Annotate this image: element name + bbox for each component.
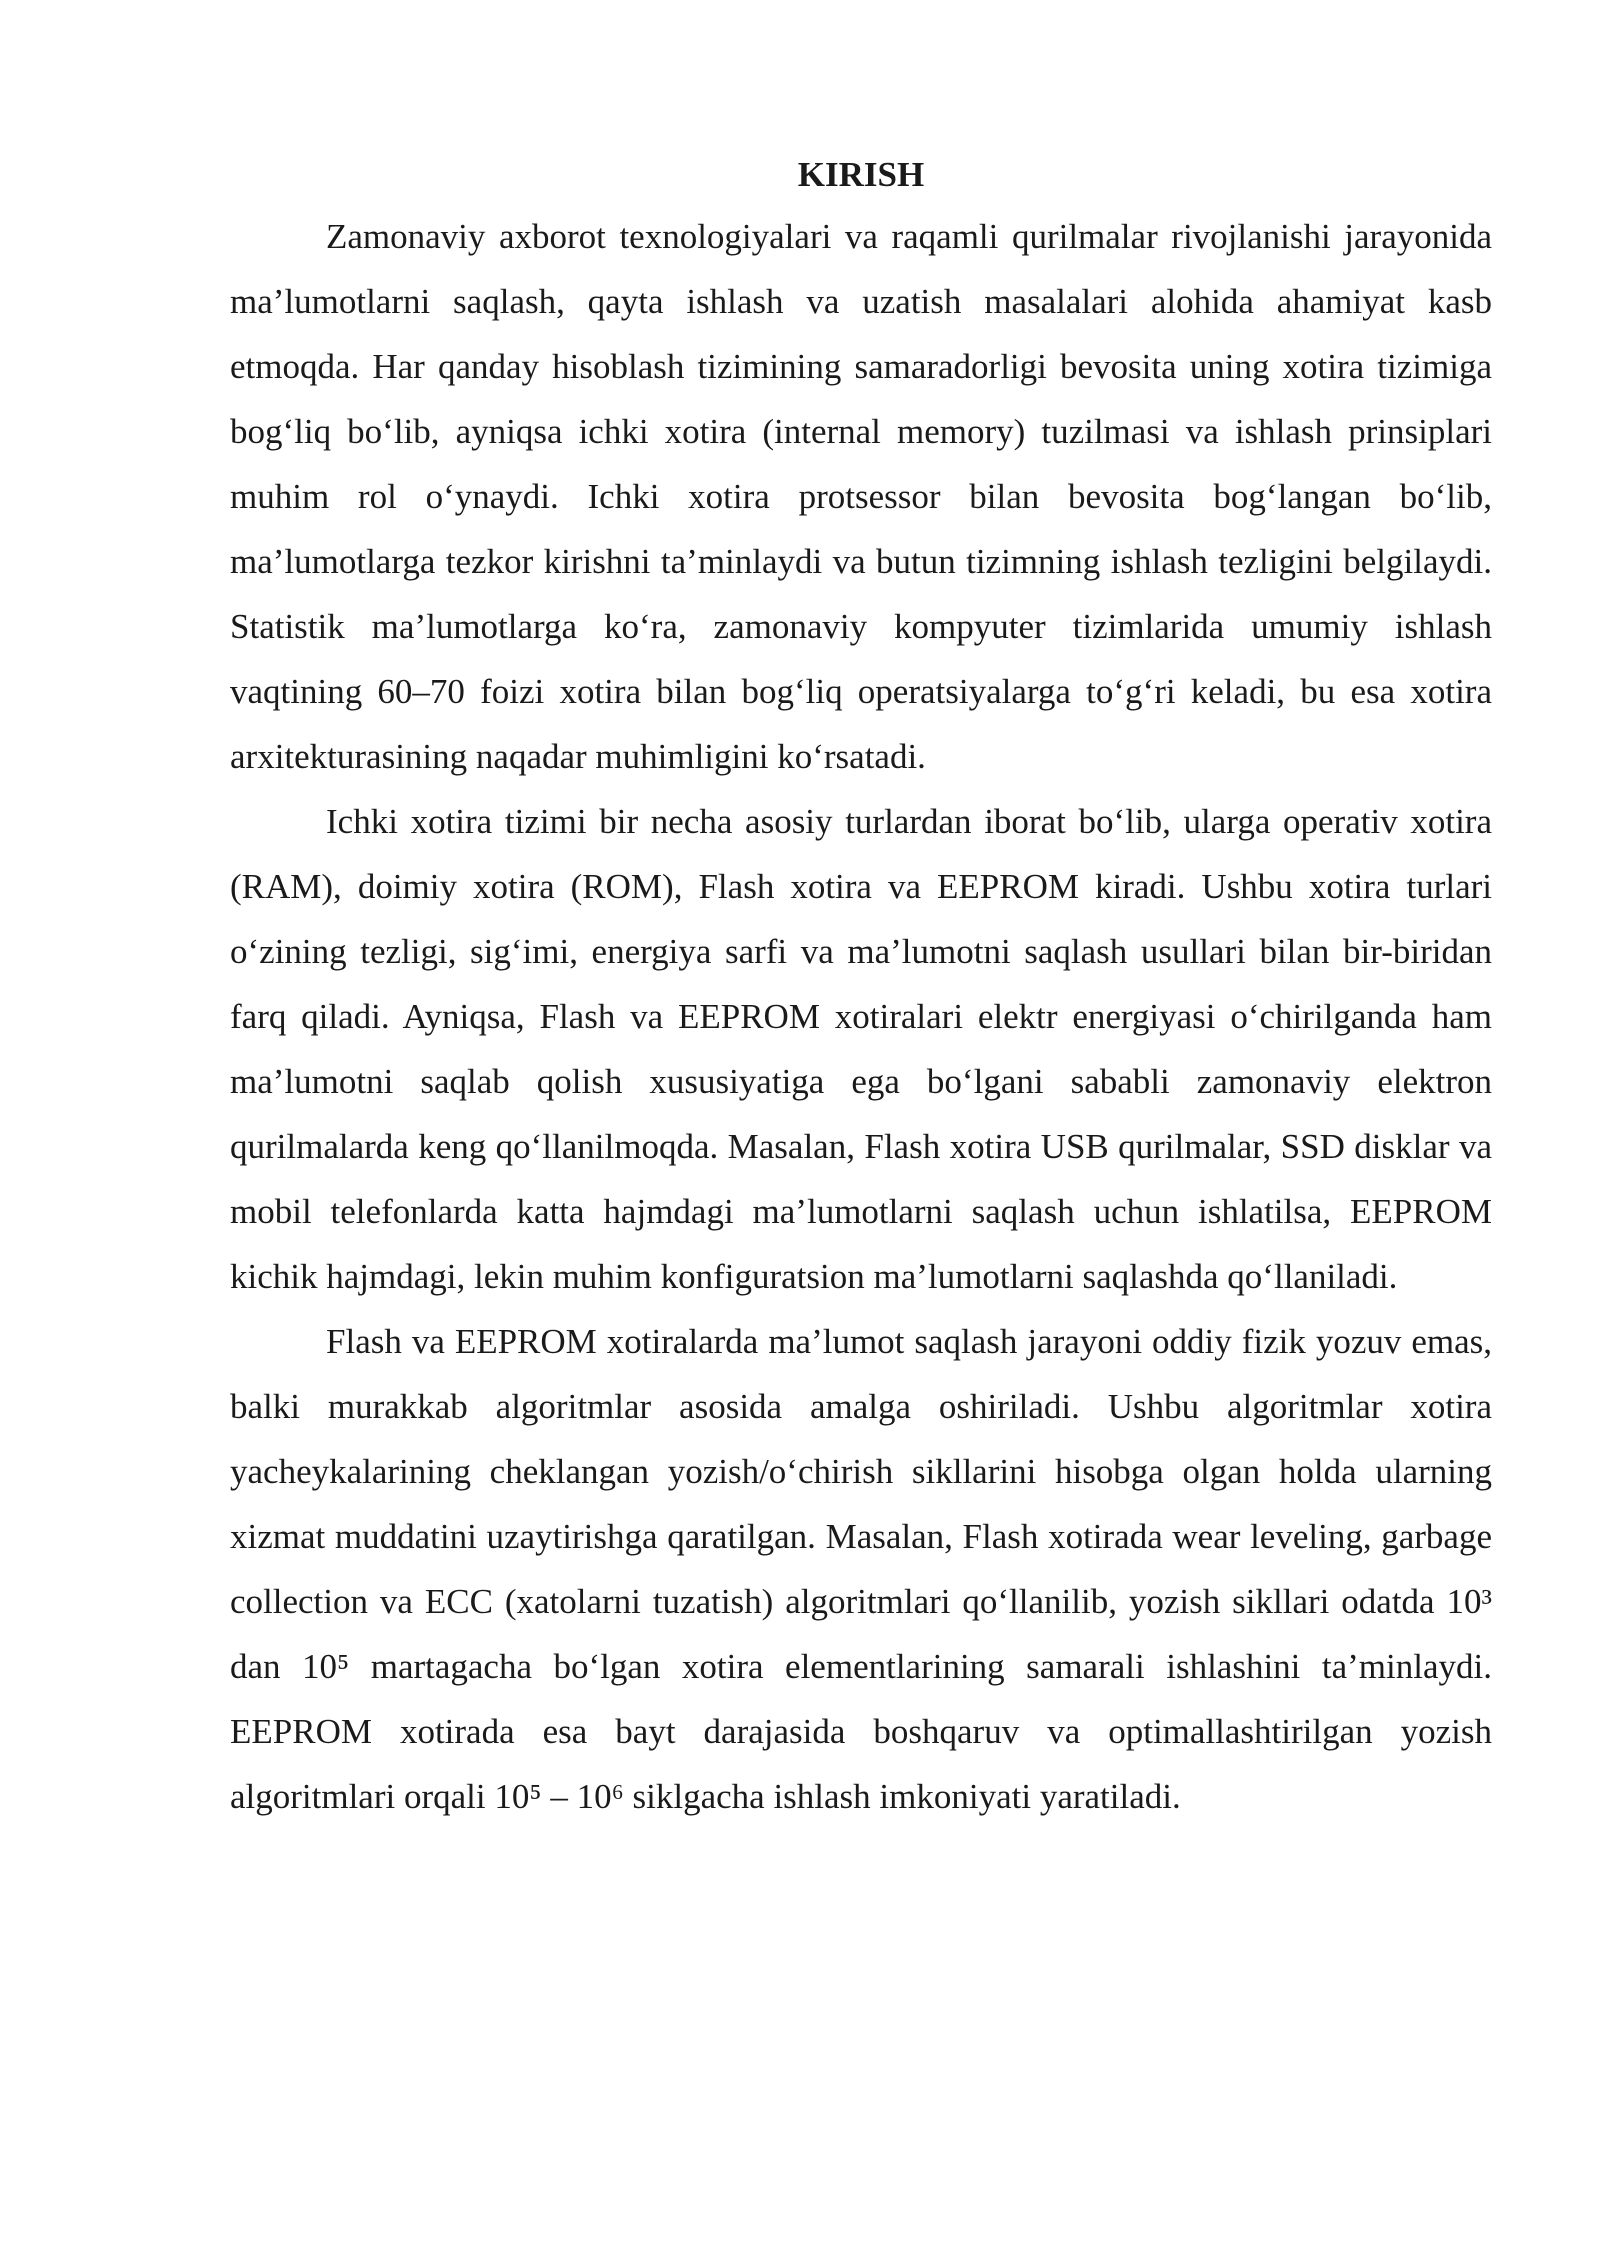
paragraph-algorithms: Flash va EEPROM xotiralarda ma’lumot saqlash jarayoni oddiy fizik yozuv emas, balki murakkab algoritmlar asosida amalga oshiriladi. Ushbu algoritmlar xotira yacheykalarining cheklangan yozish/o‘chirish sikllarini hisobga olgan holda ularning xizmat muddatini uzaytirishga qaratilgan. Masalan, Flash xotirada wear leveling, garbage collection va ECC (xatolarni tuzatish) algoritmlari qo‘llanilib, yozish sikllari odatda 10³ dan 10⁵ martagacha bo‘lgan xotira elementlarining samarali ishlashini ta’minlaydi. EEPROM xotirada esa bayt darajasida boshqaruv va optimallashtirilgan yozish algoritmlari orqali 10⁵ – 10⁶ siklgacha ishlash imkoniyati yaratiladi.: [230, 1322, 1492, 1816]
paragraph-intro: Zamonaviy axborot texnologiyalari va raqamli qurilmalar rivojlanishi jarayonida ma’lumotlarni saqlash, qayta ishlash va uzatish masalalari alohida ahamiyat kasb etmoqda. Har qanday hisoblash tizimining samaradorligi bevosita uning xotira tizimiga bog‘liq bo‘lib, ayniqsa ichki xotira (internal memory) tuzilmasi va ishlash prinsiplari muhim rol o‘ynaydi. Ichki xotira protsessor bilan bevosita bog‘langan bo‘lib, ma’lumotlarga tezkor kirishni ta’minlaydi va butun tizimning ishlash tezligini belgilaydi. Statistik ma’lumotlarga ko‘ra, zamonaviy kompyuter tizimlarida umumiy ishlash vaqtining 60–70 foizi xotira bilan bog‘liq operatsiyalarga to‘g‘ri keladi, bu esa xotira arxitekturasining naqadar muhimligini ko‘rsatadi.: [230, 217, 1492, 776]
page-title: KIRISH: [797, 155, 925, 194]
paragraph-memory-types: Ichki xotira tizimi bir necha asosiy turlardan iborat bo‘lib, ularga operativ xotira (RAM), doimiy xotira (ROM), Flash xotira va EEPROM kiradi. Ushbu xotira turlari o‘zining tezligi, sig‘imi, energiya sarfi va ma’lumotni saqlash usullari bilan bir-biridan farq qiladi. Ayniqsa, Flash va EEPROM xotiralari elektr energiyasi o‘chirilganda ham ma’lumotni saqlab qolish xususiyatiga ega bo‘lgani sababli zamonaviy elektron qurilmalarda keng qo‘llanilmoqda. Masalan, Flash xotira USB qurilmalar, SSD disklar va mobil telefonlarda katta hajmdagi ma’lumotlarni saqlash uchun ishlatilsa, EEPROM kichik hajmdagi, lekin muhim konfiguratsion ma’lumotlarni saqlashda qo‘llaniladi.: [230, 802, 1492, 1296]
document-body: [230, 150, 1492, 1829]
